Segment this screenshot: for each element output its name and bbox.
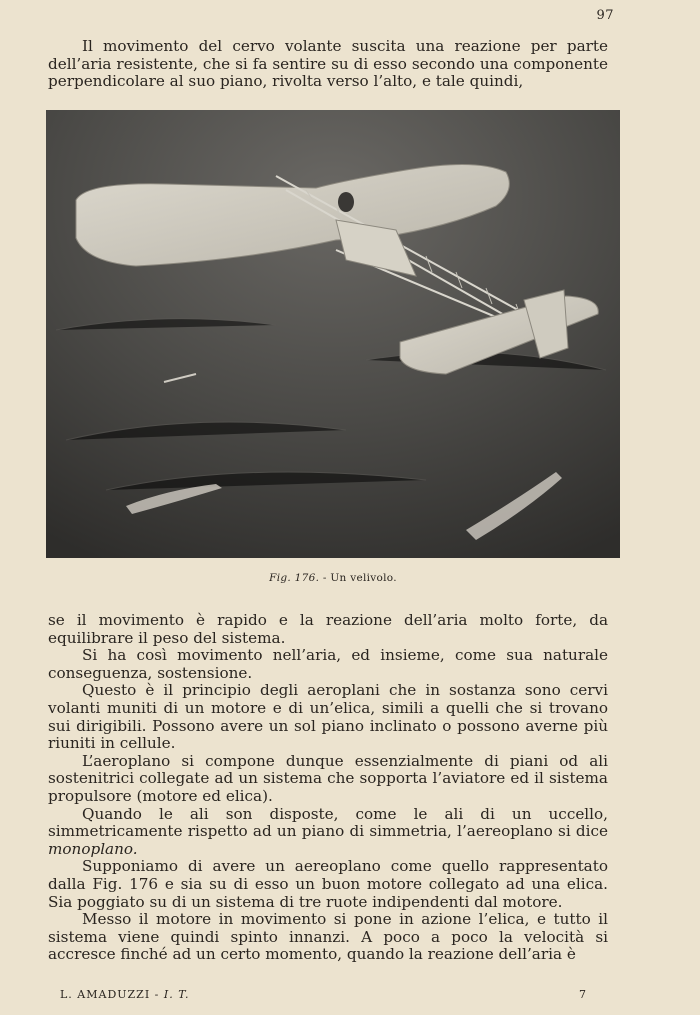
caption-separator: - — [319, 572, 331, 584]
paragraph-3: Questo è il principio degli aeroplani che in sostanza sono cervi volanti muniti di un motore e di un’elica, simili a quelli che si trovano sui dirigibili. Possono avere un sol piano inclinato o possono averne più riuniti in cellule. — [48, 681, 608, 753]
text-block-bottom — [48, 612, 608, 964]
footer-work: I. T. — [163, 988, 190, 1001]
paragraph-2: Si ha così movimento nell’aria, ed insieme, come sua naturale conseguenza, sostensione. — [48, 646, 608, 682]
paragraph-4: L’aeroplano si compone dunque essenzialmente di piani od ali sostenitrici collegate ad un sistema che sopporta l’aviatore ed il sistema propulsore (motore ed elica). — [48, 751, 608, 805]
airplane-illustration — [46, 110, 620, 558]
paragraph-5-text: Quando le ali son disposte, come le ali di un uccello, simmetricamente rispetto ad un piano di simmetria, l’aereoplano si dice — [48, 804, 608, 841]
paragraph-1: se il movimento è rapido e la reazione dell’aria molto forte, da equilibrare il peso del sistema. — [48, 611, 608, 647]
text-block-top — [48, 38, 608, 91]
paragraph-top: Il movimento del cervo volante suscita una reazione per parte dell’aria resistente, che si fa sentire su di esso secondo una componente perpendicolare al suo piano, rivolta verso l’alto, e tale quindi, — [48, 37, 608, 91]
page-number: 97 — [596, 8, 614, 23]
figure-caption — [46, 572, 620, 584]
paragraph-5 — [48, 806, 608, 859]
caption-text: Un velivolo. — [330, 572, 397, 584]
paragraph-7: Messo il motore in movimento si pone in azione l’elica, e tutto il sistema viene quindi spinto innanzi. A poco a poco la velocità si accresce finché ad un certo momento, quando la reazione dell’aria è — [48, 910, 608, 964]
figure-airplane-photo — [46, 110, 620, 558]
footer-signature: 7 — [579, 988, 586, 1001]
footer-author — [60, 988, 189, 1001]
footer-author-name: L. AMADUZZI - — [60, 988, 160, 1001]
paragraph-6: Supponiamo di avere un aereoplano come quello rappresentato dalla Fig. 176 e sia su di esso un buon motore collegato ad una elica. Sia poggiato su di un sistema di tre ruote indipendenti dal motore. — [48, 857, 608, 911]
figure-label: Fig. 176. — [269, 572, 320, 584]
term-monoplano: monoplano. — [48, 839, 138, 858]
